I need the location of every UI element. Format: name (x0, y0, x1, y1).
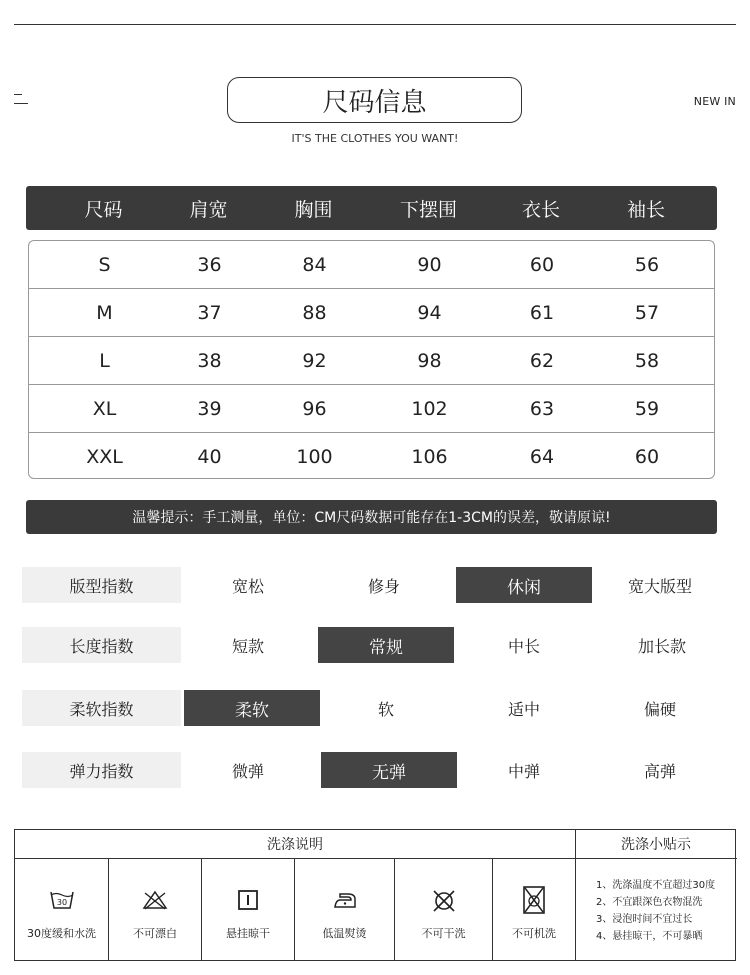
index-option: 微弹 (231, 761, 264, 781)
table-cell: 84 (302, 254, 327, 276)
table-cell: 102 (411, 398, 448, 420)
column-header: 胸围 (294, 198, 333, 221)
care-item (201, 859, 294, 961)
index-row-length (0, 627, 750, 663)
index-row-fit (0, 567, 750, 603)
column-header: 袖长 (626, 198, 665, 221)
index-option: 加长款 (637, 636, 686, 656)
table-row (29, 384, 714, 433)
table-cell: 59 (634, 398, 660, 420)
table-cell: 39 (197, 398, 222, 420)
index-option-selected: 无弹 (321, 752, 457, 788)
index-option: 宽大版型 (627, 576, 692, 596)
table-cell: S (98, 254, 111, 276)
table-cell: 88 (302, 302, 327, 324)
index-option-selected: 休闲 (456, 567, 592, 603)
table-cell: 36 (197, 254, 222, 276)
table-cell: 38 (197, 350, 222, 372)
table-cell: 40 (197, 446, 222, 468)
column-header: 肩宽 (189, 198, 228, 221)
care-label: 悬挂晾干 (226, 927, 270, 940)
index-option: 软 (377, 699, 394, 719)
care-tips (575, 859, 735, 961)
new-in-label: NEW IN (693, 95, 736, 108)
table-cell: 63 (529, 398, 555, 420)
table-cell: L (99, 350, 110, 372)
care-label: 低温熨烫 (322, 927, 367, 940)
svg-text:30: 30 (56, 898, 67, 907)
index-option: 中长 (507, 636, 540, 656)
index-option: 短款 (231, 636, 264, 656)
index-label: 版型指数 (22, 567, 181, 603)
size-table (28, 240, 715, 479)
tip-item: 3、浸泡时间不宜过长 (596, 914, 693, 925)
table-cell: 106 (411, 446, 448, 468)
table-row (29, 336, 714, 385)
index-option-selected: 柔软 (184, 690, 320, 726)
table-cell: 60 (529, 254, 555, 276)
care-title: 洗涤说明 (267, 837, 323, 853)
care-label: 30度缓和水洗 (27, 927, 96, 940)
index-option: 适中 (507, 699, 540, 719)
table-cell: 60 (634, 446, 660, 468)
care-item (108, 859, 201, 961)
care-label: 不可漂白 (133, 927, 177, 940)
care-item (492, 859, 575, 961)
tip-item: 2、不宜跟深色衣物混洗 (596, 897, 703, 908)
table-cell: XL (92, 398, 117, 420)
tip-item: 4、悬挂晾干，不可暴晒 (596, 931, 703, 942)
table-row (29, 432, 714, 479)
index-row-elasticity (0, 752, 750, 788)
low-iron-icon (331, 889, 359, 911)
table-cell: XXL (86, 446, 123, 468)
table-cell: 61 (529, 302, 555, 324)
index-option: 中弹 (507, 761, 540, 781)
index-label: 柔软指数 (22, 690, 181, 726)
care-tips-title: 洗涤小贴示 (575, 830, 736, 858)
table-cell: 57 (634, 302, 660, 324)
care-item (15, 859, 108, 961)
page-title: 尺码信息 (227, 77, 522, 123)
menu-icon[interactable] (14, 94, 28, 106)
table-cell: 64 (529, 446, 555, 468)
index-label: 长度指数 (22, 627, 181, 663)
table-cell: 92 (302, 350, 327, 372)
table-cell: 62 (529, 350, 555, 372)
wash-30-icon (49, 889, 75, 911)
table-cell: 90 (417, 254, 442, 276)
table-row (29, 288, 714, 337)
measurement-notice: 温馨提示：手工测量，单位：CM尺码数据可能存在1-3CM的误差，敬请原谅! (26, 500, 717, 534)
column-header: 尺码 (84, 198, 123, 221)
table-cell: 37 (197, 302, 222, 324)
size-table-header (26, 186, 717, 230)
care-label: 不可机洗 (512, 927, 556, 940)
hang-dry-icon (237, 889, 259, 911)
table-cell: 58 (634, 350, 660, 372)
column-header: 下摆围 (399, 198, 457, 221)
index-option: 高弹 (643, 761, 676, 781)
care-label: 不可干洗 (421, 927, 466, 940)
table-cell: 100 (296, 446, 333, 468)
table-cell: 56 (634, 254, 660, 276)
page-subtitle: IT'S THE CLOTHES YOU WANT! (291, 132, 459, 145)
top-divider (14, 24, 736, 25)
no-bleach-icon (141, 889, 169, 911)
table-cell: 94 (417, 302, 442, 324)
column-header: 衣长 (521, 198, 560, 221)
no-dry-clean-icon (431, 889, 457, 913)
table-cell: 96 (302, 398, 327, 420)
index-option: 修身 (367, 576, 400, 596)
care-instructions (14, 829, 736, 961)
index-label: 弹力指数 (22, 752, 181, 788)
care-item (394, 859, 492, 961)
table-cell: 98 (417, 350, 442, 372)
index-row-softness (0, 690, 750, 726)
table-row (29, 241, 714, 289)
no-machine-wash-icon (522, 885, 546, 915)
table-cell: M (96, 302, 113, 324)
index-option-selected: 常规 (318, 627, 454, 663)
index-option: 宽松 (231, 576, 264, 596)
tip-item: 1、洗涤温度不宜超过30度 (596, 880, 716, 891)
care-item (294, 859, 394, 961)
index-option: 偏硬 (643, 699, 676, 719)
